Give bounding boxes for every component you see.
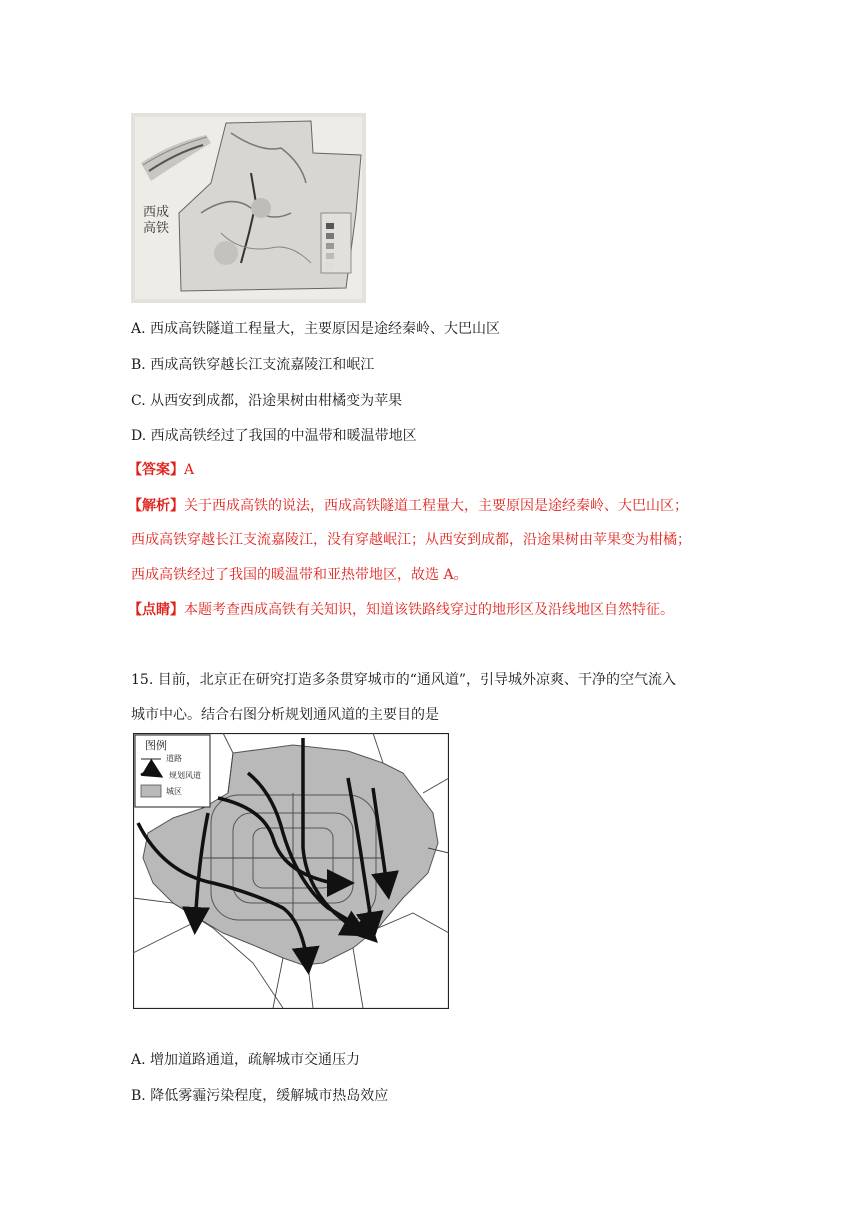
q14-option-d: D. 西成高铁经过了我国的中温带和暖温带地区 [131,428,417,444]
q15-option-a: A. 增加道路通道，疏解城市交通压力 [131,1052,361,1068]
legend-urban: 城区 [166,787,182,796]
legend-wind-corridor: 规划风道 [169,771,201,780]
legend-title: 图例 [145,739,167,752]
analysis-tag: 【解析】 [128,498,184,514]
analysis-text-1: 关于西成高铁的说法，西成高铁隧道工程量大，主要原因是途经秦岭、大巴山区； [184,498,688,514]
map-title: 西成 高铁 [143,205,170,236]
legend-road: 道路 [166,754,182,763]
answer-tag: 【答案】 [128,462,184,478]
q15-option-b: B. 降低雾霾污染程度，缓解城市热岛效应 [131,1088,389,1104]
q14-analysis-line-2: 西成高铁穿越长江支流嘉陵江，没有穿越岷江；从西安到成都，沿途果树由苹果变为柑橘； [131,532,691,548]
q14-analysis-line-3: 西成高铁经过了我国的暖温带和亚热带地区，故选 A。 [131,567,468,583]
q14-analysis-line-1 [128,496,688,516]
xicheng-railway-map [131,113,366,303]
q15-stem-line-2: 城市中心。结合右图分析规划通风道的主要目的是 [131,707,439,723]
answer-value: A [184,462,195,478]
q14-option-c: C. 从西安到成都，沿途果树由柑橘变为苹果 [131,393,403,409]
q15-stem-line-1: 15. 目前，北京正在研究打造多条贯穿城市的“通风道”，引导城外凉爽、干净的空气流入 [131,672,677,688]
beijing-ventilation-map [133,733,449,1009]
q14-answer [128,460,194,480]
q14-option-b: B. 西成高铁穿越长江支流嘉陵江和岷江 [131,357,375,373]
point-tag: 【点睛】 [128,602,184,618]
point-text: 本题考查西成高铁有关知识，知道该铁路线穿过的地形区及沿线地区自然特征。 [184,602,674,618]
q14-option-a: A. 西成高铁隧道工程量大，主要原因是途经秦岭、大巴山区 [131,321,501,337]
q14-point [128,600,674,620]
